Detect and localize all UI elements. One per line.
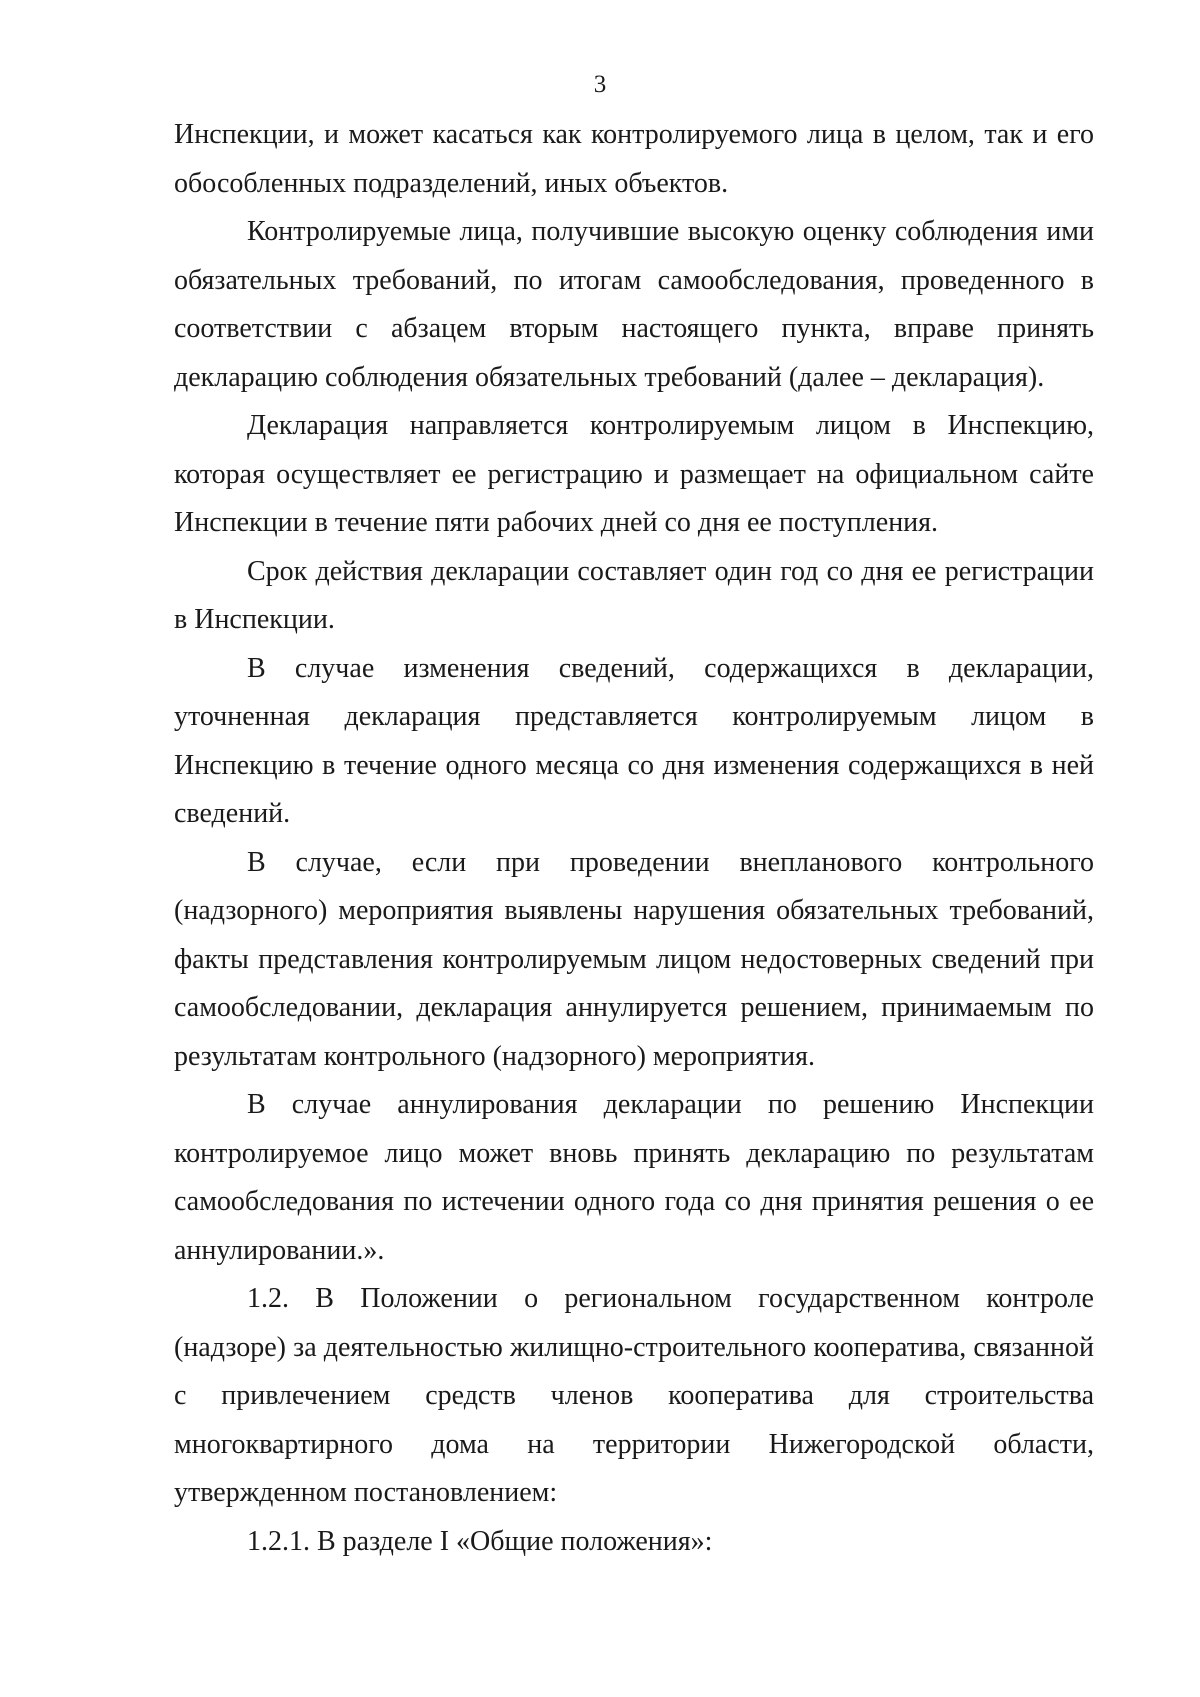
paragraph-continuation: Инспекции, и может касаться как контролируемого лица в целом, так и его обособленных подразделений, иных объектов. <box>174 119 1094 199</box>
paragraph-clause-1-2: 1.2. В Положении о региональном государственном контроле (надзоре) за деятельностью жилищно-строительного кооператива, связанной с привлечением средств членов кооператива для строительства многоквартирного дома на территории Нижегородской области, утвержденном постановлением: <box>174 1283 1094 1508</box>
paragraph-declaration-update: В случае изменения сведений, содержащихся в декларации, уточненная декларация представляется контролируемым лицом в Инспекцию в течение одного месяца со дня изменения содержащихся в ней сведений. <box>174 652 1094 829</box>
paragraph-declaration-resubmission: В случае аннулирования декларации по решению Инспекции контролируемое лицо может вновь принять декларацию по результатам самообследования по истечении одного года со дня принятия решения о ее аннулировании.». <box>174 1089 1094 1266</box>
paragraph-clause-1-2-1: 1.2.1. В разделе I «Общие положения»: <box>247 1525 713 1557</box>
paragraph-declaration-right: Контролируемые лица, получившие высокую оценку соблюдения ими обязательных требований, по итогам самообследования, проведенного в соответствии с абзацем вторым настоящего пункта, вправе принять декларацию соблюдения обязательных требований (далее – декларация). <box>174 216 1094 393</box>
paragraph-declaration-cancellation: В случае, если при проведении внепланового контрольного (надзорного) мероприятия выявлены нарушения обязательных требований, факты представления контролируемым лицом недостоверных сведений при самообследовании, декларация аннулируется решением, принимаемым по результатам контрольного (надзорного) мероприятия. <box>174 846 1094 1072</box>
page-number: 3 <box>593 71 607 98</box>
document-body <box>174 111 1094 1566</box>
paragraph-declaration-validity: Срок действия декларации составляет один год со дня ее регистрации в Инспекции. <box>174 555 1094 635</box>
paragraph-declaration-submission: Декларация направляется контролируемым лицом в Инспекцию, которая осуществляет ее регистрацию и размещает на официальном сайте Инспекции в течение пяти рабочих дней со дня ее поступления. <box>174 410 1094 538</box>
